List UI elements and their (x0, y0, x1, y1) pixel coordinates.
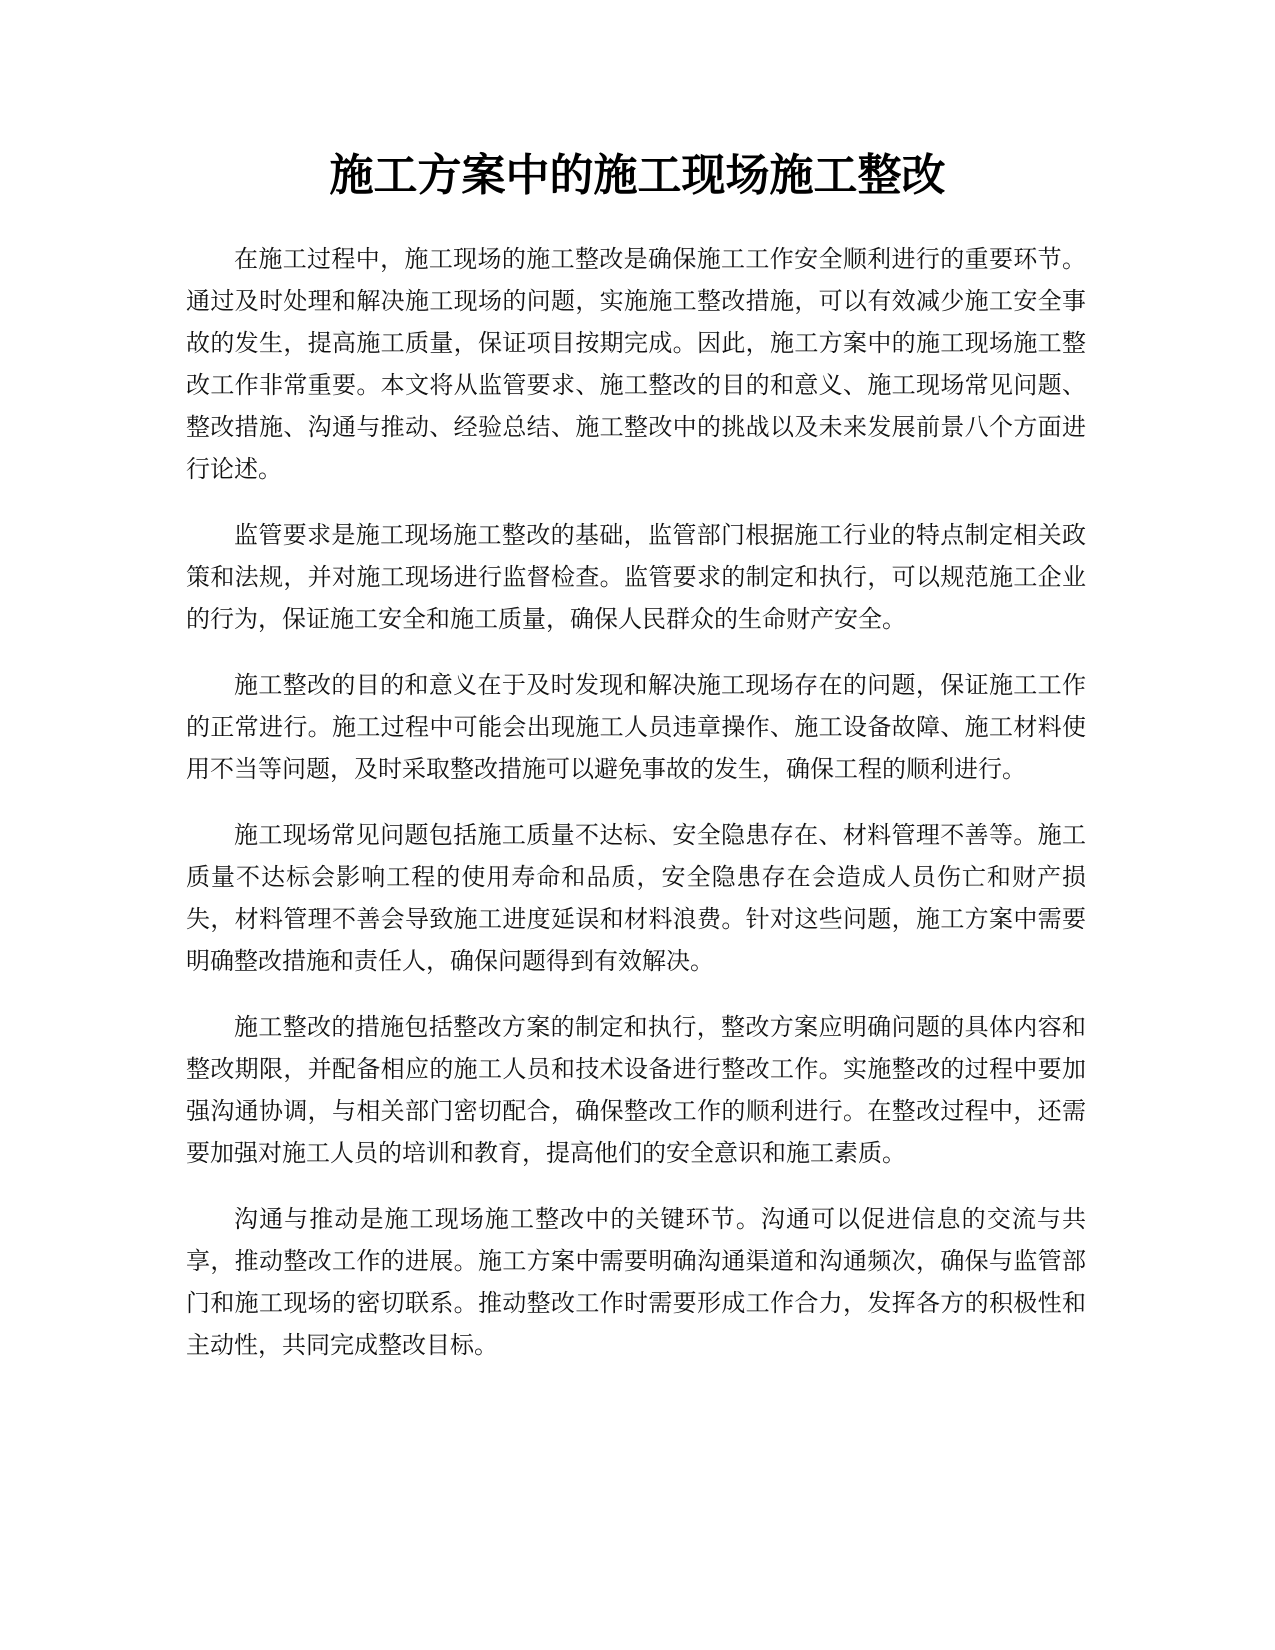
page-title: 施工方案中的施工现场施工整改 (329, 150, 946, 201)
document-body (186, 238, 1086, 1390)
paragraph-common-problems: 施工现场常见问题包括施工质量不达标、安全隐患存在、材料管理不善等。施工质量不达标会影响工程的使用寿命和品质，安全隐患存在会造成人员伤亡和财产损失，材料管理不善会导致施工进度延误和材料浪费。针对这些问题，施工方案中需要明确整改措施和责任人，确保问题得到有效解决。 (186, 821, 1086, 975)
paragraph-communication-promotion: 沟通与推动是施工现场施工整改中的关键环节。沟通可以促进信息的交流与共享，推动整改工作的进展。施工方案中需要明确沟通渠道和沟通频次，确保与监管部门和施工现场的密切联系。推动整改工作时需要形成工作合力，发挥各方的积极性和主动性，共同完成整改目标。 (186, 1205, 1086, 1359)
paragraph-regulatory-requirements: 监管要求是施工现场施工整改的基础，监管部门根据施工行业的特点制定相关政策和法规，并对施工现场进行监督检查。监管要求的制定和执行，可以规范施工企业的行为，保证施工安全和施工质量，确保人民群众的生命财产安全。 (186, 521, 1086, 633)
paragraph-purpose-significance: 施工整改的目的和意义在于及时发现和解决施工现场存在的问题，保证施工工作的正常进行。施工过程中可能会出现施工人员违章操作、施工设备故障、施工材料使用不当等问题，及时采取整改措施可以避免事故的发生，确保工程的顺利进行。 (186, 671, 1086, 783)
paragraph-rectification-measures: 施工整改的措施包括整改方案的制定和执行，整改方案应明确问题的具体内容和整改期限，并配备相应的施工人员和技术设备进行整改工作。实施整改的过程中要加强沟通协调，与相关部门密切配合，确保整改工作的顺利进行。在整改过程中，还需要加强对施工人员的培训和教育，提高他们的安全意识和施工素质。 (186, 1013, 1086, 1167)
paragraph-intro: 在施工过程中，施工现场的施工整改是确保施工工作安全顺利进行的重要环节。通过及时处理和解决施工现场的问题，实施施工整改措施，可以有效减少施工安全事故的发生，提高施工质量，保证项目按期完成。因此，施工方案中的施工现场施工整改工作非常重要。本文将从监管要求、施工整改的目的和意义、施工现场常见问题、整改措施、沟通与推动、经验总结、施工整改中的挑战以及未来发展前景八个方面进行论述。 (186, 245, 1086, 483)
